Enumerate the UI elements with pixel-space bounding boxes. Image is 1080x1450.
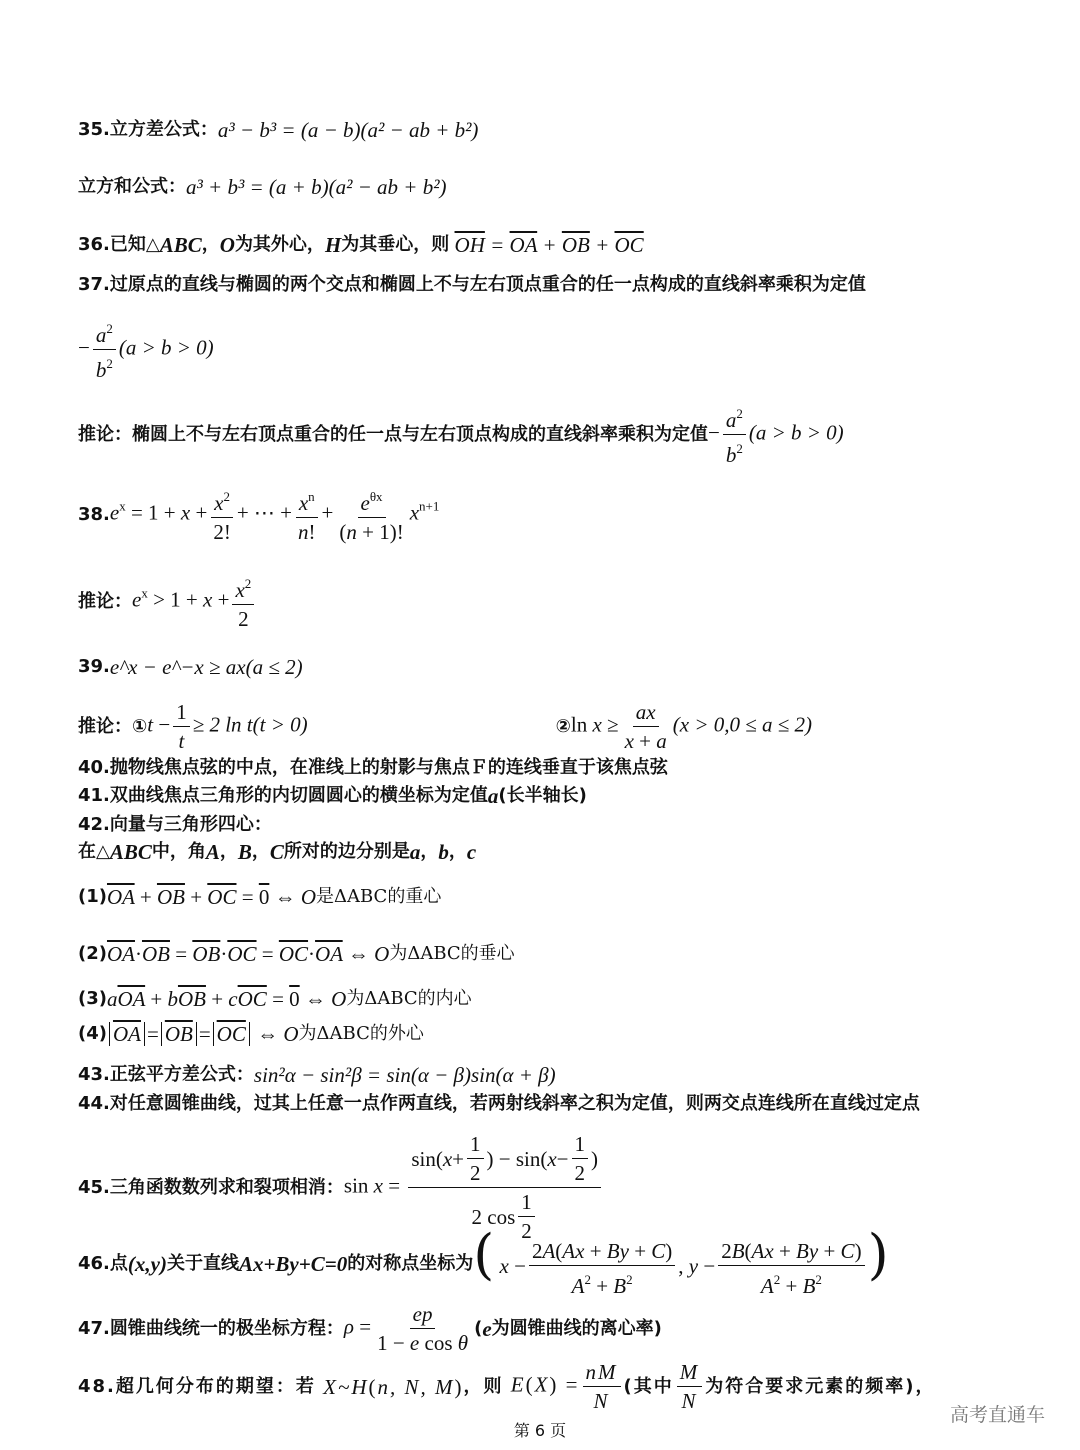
corollary-1-text: 椭圆上不与左右顶点重合的任一点与左右顶点构成的直线斜率乘积为定值 xyxy=(132,423,708,445)
item-45-label: 45.三角函数数列求和裂项相消： xyxy=(78,1176,344,1198)
ellipse-slope-product: − $\frac{a^2}{b^2}$ (a > b > 0) xyxy=(78,315,214,384)
item-47: 47.圆锥曲线统一的极坐标方程： ρ = $\frac{ep}{\text{1 − e cos θ}}$ ( e 为圆锥曲线的离心率) xyxy=(78,1302,662,1355)
item-36-h: H xyxy=(324,233,342,257)
item-46-p2: 关于直线 xyxy=(166,1252,239,1274)
corollary-3-cond1: ≥ 2 ln t(t > 0) xyxy=(192,712,308,737)
incenter-condition xyxy=(78,987,472,1011)
item-48 xyxy=(78,1358,935,1415)
hypergeometric-notation: X~H(n, N, M) xyxy=(315,1374,464,1399)
item-46-line: Ax+By+C=0 xyxy=(238,1251,348,1276)
item-37-cond: (a > b > 0) xyxy=(118,335,214,360)
item-47-tail: 为圆锥曲线的离心率) xyxy=(491,1317,662,1339)
item-36-abc: ABC xyxy=(159,233,202,257)
item-35b xyxy=(78,175,447,199)
corollary-3-label: 推论：① xyxy=(78,715,148,737)
item-46-p3: 的对称点坐标为 xyxy=(347,1252,474,1274)
frequency-fraction: $\frac{M}{N}$ xyxy=(674,1358,706,1415)
corollary-2-formula: $e^x > 1 + x$ + $\frac{x^2}{2}$ xyxy=(132,570,257,633)
item-41-tail: (长半轴长) xyxy=(498,785,587,806)
expectation-formula: E(X) = $\frac{nM}{N}$ xyxy=(504,1358,624,1415)
item-38 xyxy=(78,483,439,546)
corollary-3-label2: ② xyxy=(555,715,571,737)
item-36: 36.已知△ ABC ， O 为其外心， H 为其垂心，则 $\overline{OH} = \overline{OA} + \overline{OB} + \overline{OC}$ xyxy=(78,233,644,257)
item-42-p2: 中，角 xyxy=(151,841,206,862)
centroid-condition xyxy=(78,885,441,909)
corollary-3-formula-2: ln x ≥ $\frac{ax}{x + a}$ (x > 0,0 ≤ a ≤ 2) xyxy=(570,700,813,753)
circumcenter-label: (4) xyxy=(78,1023,107,1044)
polar-equation: ρ = $\frac{ep}{\text{1 − e cos θ}}$ xyxy=(343,1302,469,1355)
circumcenter-condition xyxy=(78,1022,424,1046)
watermark: 高考直通车 xyxy=(950,1404,1046,1426)
cube-difference-formula: a³ − b³ = (a − b)(a² − ab + b²) xyxy=(217,118,479,142)
item-40 xyxy=(78,756,668,780)
circumcenter-tail: 为ΔABC的外心 xyxy=(298,1023,424,1044)
item-42-p3: 所对的边分别是 xyxy=(283,841,410,862)
item-36-mid2: 为其垂心，则 xyxy=(341,234,450,255)
item-41-text: 41.双曲线焦点三角形的内切圆圆心的横坐标为定值 xyxy=(78,785,488,806)
taylor-formula: $e^x = 1 + x$ + $\frac{x^2}{2!}$ + ⋯ + $\frac{x^n}{n!}$ + $\frac{e^{\theta x}}{(n + 1)!}$ $x^{n+1}$ xyxy=(110,483,439,546)
orthocenter-label: (2) xyxy=(78,943,107,964)
item-39 xyxy=(78,655,303,679)
item-35 xyxy=(78,118,478,142)
item-42-A: A xyxy=(205,840,220,864)
centroid-label: (1) xyxy=(78,886,107,907)
item-48-tail2: 为符合要求元素的频率)， xyxy=(705,1375,936,1397)
item-48-mid: ，则 xyxy=(463,1375,504,1397)
cube-sum-formula: a³ + b³ = (a + b)(a² − ab + b²) xyxy=(186,175,447,199)
item-37-text: 37.过原点的直线与椭圆的两个交点和椭圆上不与左右顶点重合的任一点构成的直线斜率乘积为定值 xyxy=(78,274,866,295)
orthocenter-tail: 为ΔABC的垂心 xyxy=(389,943,515,964)
item-41-a: a xyxy=(487,784,499,808)
corollary-1-label: 推论： xyxy=(78,423,132,445)
item-42-desc: 在△ ABC 中，角 A ， B ， C 所对的边分别是 a ， b ， c xyxy=(78,840,477,864)
item-36-prefix: 36.已知△ xyxy=(78,234,160,255)
item-40-text: 40.抛物线焦点弦的中点，在准线上的射影与焦点Ｆ的连线垂直于该焦点弦 xyxy=(78,757,668,778)
item-44 xyxy=(78,1092,920,1116)
item-38-label: 38. xyxy=(78,503,110,525)
circumcenter-formula: $\overline{OA} = \overline{OB} = \overline{OC}$ ⇔ O xyxy=(107,1022,299,1046)
orthocenter-condition xyxy=(78,942,515,966)
corollary-1-formula: − $\frac{a^2}{b^2}$ (a > b > 0) xyxy=(708,400,844,469)
item-47-label: 47.圆锥曲线统一的极坐标方程： xyxy=(78,1317,344,1339)
corollary-3 xyxy=(78,698,812,755)
sine-square-difference: sin²α − sin²β = sin(α − β)sin(α + β) xyxy=(253,1063,556,1087)
centroid-tail: 是ΔABC的重心 xyxy=(316,886,442,907)
item-42-b: b xyxy=(438,840,449,864)
corollary-2 xyxy=(78,570,257,633)
item-35-label: 35.立方差公式： xyxy=(78,119,218,140)
item-42-a: a xyxy=(409,840,421,864)
item-47-e: e xyxy=(482,1316,492,1341)
corollary-1 xyxy=(78,400,844,469)
item-42 xyxy=(78,813,272,837)
item-43-label: 43.正弦平方差公式： xyxy=(78,1064,254,1085)
vector-formula-36: $\overline{OH} = \overline{OA} + \overline{OB} + \overline{OC}$ xyxy=(454,233,644,257)
item-39-label: 39. xyxy=(78,656,110,677)
item-35b-label: 立方和公式： xyxy=(78,176,186,197)
item-46-p1: 46.点 xyxy=(78,1252,128,1274)
corollary-3-formula-1: t − $\frac{1}{t}$ ≥ 2 ln t(t > 0) xyxy=(147,700,308,753)
corollary-3-cond2: (x > 0,0 ≤ a ≤ 2) xyxy=(672,712,813,737)
incenter-label: (3) xyxy=(78,988,107,1009)
item-36-o: O xyxy=(219,233,235,257)
corollary-1-cond: (a > b > 0) xyxy=(748,420,844,445)
orthocenter-formula: $\overline{OA}\cdot\overline{OB} = \overline{OB}\cdot\overline{OC} = \overline{OC}\cdot\overline{OA}$ ⇔ O xyxy=(106,942,390,966)
item-46 xyxy=(78,1223,889,1300)
item-46-xy: (x,y) xyxy=(127,1251,167,1276)
item-39-formula: e^x − e^−x ≥ ax(a ≤ 2) xyxy=(109,655,303,679)
centroid-formula: $\overline{OA} + \overline{OB} + \overline{OC} = 0$ ⇔ O xyxy=(106,885,316,909)
item-41 xyxy=(78,784,587,808)
item-43 xyxy=(78,1063,556,1087)
item-37 xyxy=(78,273,866,297)
item-42-c: c xyxy=(466,840,477,864)
item-42-p1: 在△ xyxy=(78,841,110,862)
item-48-tail1: (其中 xyxy=(623,1375,674,1397)
telescoping-formula: sin x = sin( x + $\frac{1}{2}$ ) − sin( x − $\frac{1}{2}$ ) 2 cos $\frac{1}{2}$ xyxy=(344,1130,604,1245)
page-number: 第 6 页 xyxy=(513,1421,567,1440)
item-42-text: 42.向量与三角形四心： xyxy=(78,814,272,835)
item-44-text: 44.对任意圆锥曲线，过其上任意一点作两直线，若两射线斜率之积为定值，则两交点连线所在直线过定点 xyxy=(78,1093,920,1114)
item-36-mid1: 为其外心， xyxy=(234,234,325,255)
symmetric-point-formula: ( x − $\frac{2A(Ax + By + C)}{A^2 + B^2}$ , y − $\frac{2B(Ax + By + C)}{A^2 + B^2}$ ) xyxy=(473,1223,889,1298)
incenter-formula: $a\overline{OA} + b\overline{OB} + c\overline{OC} = 0$ ⇔ O xyxy=(106,987,347,1011)
item-42-abc: ABC xyxy=(109,840,152,864)
incenter-tail: 为ΔABC的内心 xyxy=(346,988,472,1009)
item-42-C: C xyxy=(269,840,284,864)
item-42-B: B xyxy=(237,840,252,864)
item-48-label: 48.超几何分布的期望：若 xyxy=(78,1375,316,1397)
corollary-2-label: 推论： xyxy=(78,590,132,612)
item-37-formula xyxy=(78,315,214,384)
